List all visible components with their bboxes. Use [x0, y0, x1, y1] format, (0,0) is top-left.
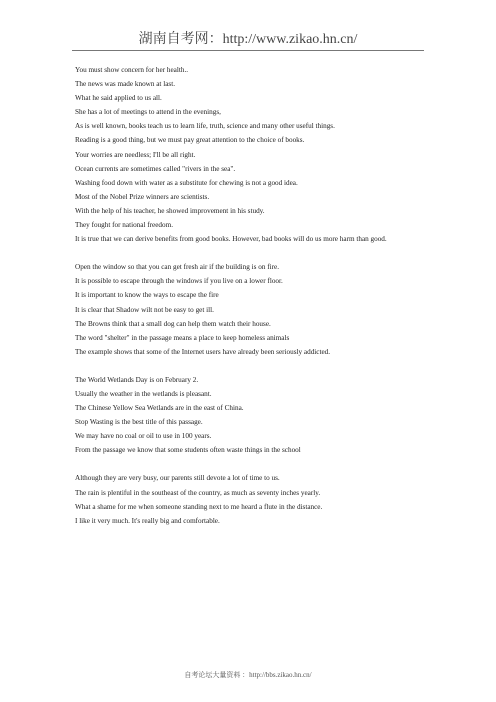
sentence-line: As is well known, books teach us to learn life, truth, science and many other useful things. — [75, 122, 335, 131]
page-header: 湖南自考网：http://www.zikao.hn.cn/ — [138, 32, 358, 47]
sentence-line: The Chinese Yellow Sea Wetlands are in the east of China. — [75, 404, 244, 413]
sentence-line: The news was made known at last. — [75, 80, 176, 89]
sentence-line: She has a lot of meetings to attend in the evenings, — [75, 108, 221, 117]
page-footer: 自考论坛大量资料 ：http://bbs.zikao.hn.cn/ — [184, 671, 312, 679]
sentence-line: It is true that we can derive benefits from good books. However, bad books will do us more harm than good. — [75, 235, 387, 244]
sentence-line: What a shame for me when someone standing next to me heard a flute in the distance. — [75, 502, 323, 511]
sentence-line: What he said applied to us all. — [75, 94, 162, 103]
sentence-line: Stop Wasting is the best title of this passage. — [75, 418, 203, 427]
sentence-line: From the passage we know that some students often waste things in the school — [75, 446, 301, 455]
sentence-line: Washing food down with water as a substitute for chewing is not a good idea. — [75, 178, 298, 187]
paragraph-gap — [75, 460, 425, 474]
sentence-line: They fought for national freedom. — [75, 221, 173, 230]
sentence-line: It is clear that Shadow wilt not be easy to get ill. — [75, 305, 214, 314]
sentence-line: The example shows that some of the Internet users have already been seriously addicted. — [75, 347, 331, 356]
sentence-line: With the help of his teacher, he showed improvement in his study. — [75, 206, 265, 215]
sentence-line: Open the window so that you can get fresh air if the building is on fire. — [75, 263, 279, 272]
sentence-line: I like it very much. It's really big and comfortable. — [75, 516, 220, 525]
sentence-list — [75, 66, 425, 531]
sentence-line: Reading is a good thing, but we must pay great attention to the choice of books. — [75, 136, 305, 145]
sentence-line: Ocean currents are sometimes called "rivers in the sea". — [75, 164, 236, 173]
paragraph-gap — [75, 362, 425, 376]
sentence-line: The Browns think that a small dog can help them watch their house. — [75, 319, 271, 328]
sentence-line: Your worries are needless; I'll be all right. — [75, 150, 196, 159]
sentence-line: You must show concern for her health.. — [75, 66, 189, 74]
sentence-line: Although they are very busy, our parents still devote a lot of time to us. — [75, 474, 280, 483]
sentence-line: It is possible to escape through the windows if you live on a lower floor. — [75, 277, 283, 286]
sentence-line: Usually the weather in the wetlands is pleasant. — [75, 389, 212, 398]
sentence-line: Most of the Nobel Prize winners are scientists. — [75, 192, 210, 201]
sentence-line: We may have no coal or oil to use in 100 years. — [75, 432, 212, 441]
header-rule — [72, 50, 424, 51]
sentence-line: The rain is plentiful in the southeast of the country, as much as seventy inches yearly. — [75, 488, 321, 497]
paragraph-gap — [75, 249, 425, 263]
sentence-line: The World Wetlands Day is on February 2. — [75, 375, 199, 384]
sentence-line: It is important to know the ways to escape the fire — [75, 291, 219, 300]
sentence-line: The word "shelter" in the passage means a place to keep homeless animals — [75, 333, 290, 342]
